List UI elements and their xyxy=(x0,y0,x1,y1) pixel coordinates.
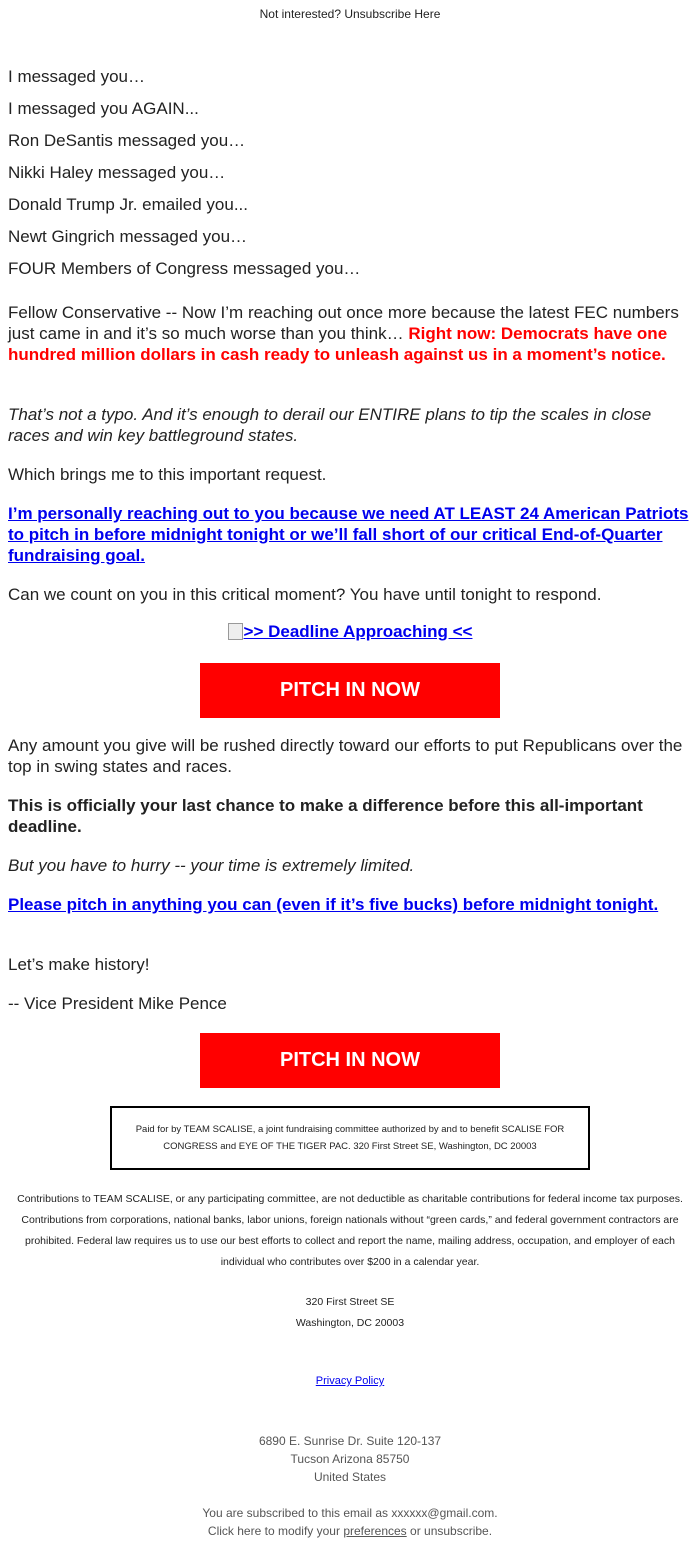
sender-line-3: United States xyxy=(313,1470,387,1484)
sender-line-1: 6890 E. Sunrise Dr. Suite 120-137 xyxy=(258,1434,442,1448)
contribution-disclaimer: Contributions to TEAM SCALISE, or any participating committee, are not deductible as charitable contributions for federal income tax purposes. Contributions from corporations, national banks, labor unions, foreign nationals without “green cards,” and federal government contractors are prohibited. Federal law requires us to use our best efforts to collect and report the name, mailing address, occupation, and employer of each individual who contributes over $200 in a calendar year. xyxy=(17,1193,683,1268)
preferences-link[interactable]: preferences xyxy=(343,1524,407,1538)
intro-text: Now I’m reaching out once more because the latest FEC numbers just came in and it’s so much worse than you think… xyxy=(8,303,679,343)
typo-paragraph: That’s not a typo. And it’s enough to derail our ENTIRE plans to tip the scales in close races and win key battleground states. xyxy=(8,405,652,445)
message-line-1: I messaged you… xyxy=(8,67,146,86)
deadline-link[interactable]: >> Deadline Approaching << xyxy=(243,622,473,641)
privacy-row xyxy=(0,1375,700,1387)
paid-for-text: Paid for by TEAM SCALISE, a joint fundraising committee authorized by and to benefit SCALISE FOR CONGRESS and EYE OF THE TIGER PAC. 320 First Street SE, Washington, DC 20003 xyxy=(135,1124,565,1152)
pitch-in-button-1[interactable]: PITCH IN NOW xyxy=(200,663,500,718)
message-line-6: Newt Gingrich messaged you… xyxy=(8,227,248,246)
modify-preferences-row xyxy=(0,1522,700,1540)
privacy-policy-link[interactable]: Privacy Policy xyxy=(315,1375,385,1387)
pitch-in-button-2[interactable]: PITCH IN NOW xyxy=(200,1033,500,1088)
address-line-2: Washington, DC 20003 xyxy=(295,1317,405,1329)
alert-text: Right now: Democrats have one hundred million dollars in cash ready to unleash against us in a moment’s notice. xyxy=(8,324,668,364)
broken-image-icon xyxy=(228,623,243,640)
patriots-link[interactable]: I’m personally reaching out to you because we need AT LEAST 24 American Patriots to pitch in before midnight tonight or we’ll fall short of our critical End-of-Quarter fundraising goal. xyxy=(8,504,689,565)
message-line-5: Donald Trump Jr. emailed you... xyxy=(8,195,249,214)
pitch-paragraph xyxy=(8,894,692,915)
request-paragraph: Which brings me to this important request. xyxy=(8,465,327,484)
deadline-row xyxy=(0,622,700,642)
hurry-paragraph: But you have to hurry -- your time is extremely limited. xyxy=(8,856,415,875)
message-line-2: I messaged you AGAIN... xyxy=(8,99,199,118)
any-amount-paragraph: Any amount you give will be rushed directly toward our efforts to put Republicans over the top in swing states and races. xyxy=(8,736,683,776)
sender-line-2: Tucson Arizona 85750 xyxy=(290,1452,410,1466)
intro-paragraph xyxy=(8,302,692,365)
address-line-1: 320 First Street SE xyxy=(305,1296,395,1308)
subscribed-email-text: You are subscribed to this email as xxxxxx@gmail.com. xyxy=(202,1506,498,1520)
patriots-paragraph xyxy=(8,503,692,566)
salutation: Fellow Conservative -- xyxy=(8,303,182,322)
message-line-3: Ron DeSantis messaged you… xyxy=(8,131,246,150)
subscription-info xyxy=(0,1504,700,1540)
signature: -- Vice President Mike Pence xyxy=(8,994,227,1013)
pitch-anything-link[interactable]: Please pitch in anything you can (even if it’s five bucks) before midnight tonight. xyxy=(8,895,659,914)
message-line-7: FOUR Members of Congress messaged you… xyxy=(8,259,361,278)
modify-prefix: Click here to modify your xyxy=(207,1524,344,1538)
message-line-4: Nikki Haley messaged you… xyxy=(8,163,226,182)
modify-suffix: or unsubscribe. xyxy=(406,1524,493,1538)
sender-address xyxy=(0,1432,700,1486)
last-chance-paragraph: This is officially your last chance to make a difference before this all-important deadline. xyxy=(8,796,643,836)
paid-for-box xyxy=(110,1106,590,1170)
committee-address xyxy=(0,1292,700,1334)
count-on-you-paragraph: Can we count on you in this critical moment? You have until tonight to respond. xyxy=(8,585,602,604)
unsubscribe-link[interactable]: Not interested? Unsubscribe Here xyxy=(259,7,441,21)
history-paragraph: Let’s make history! xyxy=(8,955,150,974)
